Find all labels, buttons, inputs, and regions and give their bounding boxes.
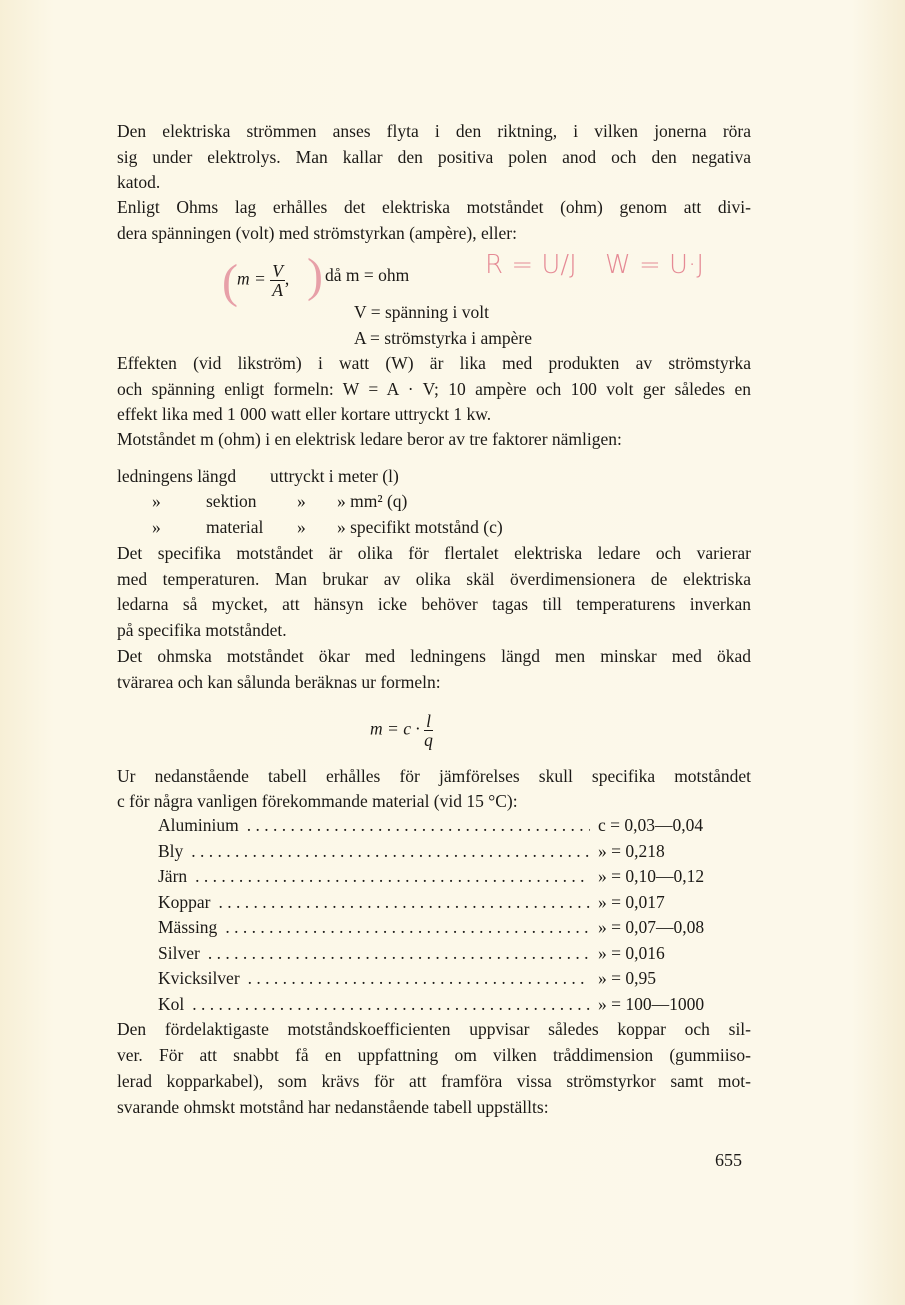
material-value: » = 100—1000 [598,993,705,1014]
material-row [158,916,748,938]
text-line: tvärarea och kan sålunda beräknas ur formeln: [117,671,441,692]
text-line: Motståndet m (ohm) i en elektrisk ledare beror av tre faktorer nämligen: [117,429,622,449]
leader-dots [191,840,590,862]
material-row [158,993,748,1015]
material-name: Kol [158,993,185,1014]
definition-v: V = spänning i volt [354,302,489,322]
material-value: » = 0,016 [598,942,665,963]
leader-dots [225,916,590,938]
text-line: ledarna så mycket, att hänsyn icke behöver tagas till temperaturens inverkan [117,594,751,614]
text-line: med temperaturen. Man brukar av olika skäl överdimensionera de elektriska [117,568,751,589]
text-line: Den fördelaktigaste motståndskoefficienten uppvisar således koppar och sil- [117,1019,751,1039]
material-name: Bly [158,840,184,861]
text-line: effekt lika med 1 000 watt eller kortare uttryckt 1 kw. [117,404,492,424]
text-line: ver. För att snabbt få en uppfattning om vilken tråddimension (gummiiso- [117,1045,751,1065]
material-value: » = 0,07—0,08 [598,917,705,937]
handwritten-bracket: ( [222,255,238,308]
text-line: och spänning enligt formeln: W = A · V; 10 ampère och 100 volt ger således en [117,378,751,399]
material-value: » = 0,95 [598,968,656,988]
material-row [158,891,748,913]
material-value: c = 0,03—0,04 [598,815,704,835]
material-row [158,942,748,964]
leader-dots [248,967,590,989]
material-row [158,967,748,989]
definition-m: då m = ohm [325,265,410,285]
material-value: » = 0,10—0,12 [598,866,705,886]
text-line: svarande ohmskt motstånd har nedanstående tabell uppställts: [117,1097,549,1117]
material-name: Mässing [158,917,218,937]
leader-dots [218,891,590,913]
material-name: Järn [158,866,188,886]
leader-dots [247,814,590,836]
leader-dots [208,942,590,964]
text-line: Det specifika motståndet är olika för flertalet elektriska ledare och varierar [117,543,751,563]
material-name: Kvicksilver [158,968,240,988]
handwritten-bracket: ) [307,249,323,302]
resistance-formula: m = c · $\frac{l}{q}$ [370,711,433,750]
leader-dots [192,993,590,1015]
material-value: » = 0,218 [598,840,665,861]
text-line: Den elektriska strömmen anses flyta i den riktning, i vilken jonerna röra [117,121,751,141]
text-line: katod. [117,172,161,192]
text-line: Enligt Ohms lag erhålles det elektriska motståndet (ohm) genom att divi- [117,197,751,217]
material-name: Aluminium [158,815,239,835]
text-line: Det ohmska motståndet ökar med ledningens längd men minskar med ökad [117,646,751,666]
material-row [158,865,748,887]
text-line: c för några vanligen förekommande material (vid 15 °C): [117,790,518,811]
definition-a: A = strömstyrka i ampère [354,328,533,348]
fraction: $\frac{V}{A}$ [272,261,283,300]
text-line: Effekten (vid likström) i watt (W) är lika med produkten av strömstyrka [117,353,751,373]
handwritten-note: R = U/J [485,250,577,280]
text-line: dera spänningen (volt) med strömstyrkan (ampère), eller: [117,223,517,243]
material-name: Silver [158,942,200,963]
leader-dots [195,865,590,887]
text-line: sig under elektrolys. Man kallar den positiva polen anod och den negativa [117,146,751,167]
document-page: Den elektriska strömmen anses flyta i den riktning, i vilken jonerna röra sig under elektrolys. Man kallar den positiva polen anod och den negativa katod. Enligt Ohms lag erhålles det elektriska motståndet (ohm) genom att divi- dera spänningen (volt) med strömstyrkan (ampère), eller: ( m = $\frac{V}{A}$ , ) då m = ohm V = spänning i volt A = strömstyrka i ampère R = U/J W = U·J Effekten (vid likström) i watt (W) är lika med produkten av strömstyrka och spänning enligt formeln: W = A · V; 10 ampère och 100 volt ger således en effekt lika med 1 000 watt eller kortare uttryckt 1 kw. Motståndet m (ohm) i en elektrisk ledare beror av tre faktorer nämligen: ledningens längd uttryckt i meter (l) » sektion » » mm² (q) » material » » specifikt motstånd (c) Det specifika motståndet är olika för flertalet elektriska ledare och varierar med temperaturen. Man brukar av olika skäl överdimensionera de elektriska ledarna så mycket, att hänsyn icke behöver tagas till temperaturens inverkan på specifika motståndet. Det ohmska motståndet ökar med ledningens längd men minskar med ökad tvärarea och kan sålunda beräknas ur formeln: m = c · $\frac{l}{q}$ Ur nedanstående tabell erhålles för jämförelses skull specifika motståndet c för några vanligen förekommande material (vid 15 °C): Aluminium . . . c = 0,03—0,04 Bly . . . » = 0,218 Järn . . . » = 0,10—0,12 Koppar . . . » = 0,017 Mässing . . . » = 0,07—0,08 Silver . . . » = 0,016 Kvicksilver . . . » = 0,95 Kol . . . » = 100—1000 Den fördelaktigaste motståndskoefficienten uppvisar således koppar och sil- ver. För att snabbt få en uppfattning om vilken tråddimension (gummiiso- lerad kopparkabel), som krävs för att framföra vissa strömstyrkor samt mot- svarande ohmskt motstånd har nedanstående tabell uppställts: 655 [0,0,905,1305]
material-row [158,840,748,862]
formula-lhs: m = [237,268,266,289]
text-line: Ur nedanstående tabell erhålles för jämförelses skull specifika motståndet [117,766,751,786]
material-row [158,814,748,836]
material-value: » = 0,017 [598,891,665,912]
text-line: på specifika motståndet. [117,619,287,640]
handwritten-note: W = U·J [605,250,704,280]
material-name: Koppar [158,891,211,912]
page-number: 655 [715,1150,742,1170]
text-line: lerad kopparkabel), som krävs för att framföra vissa strömstyrkor samt mot- [117,1071,751,1091]
